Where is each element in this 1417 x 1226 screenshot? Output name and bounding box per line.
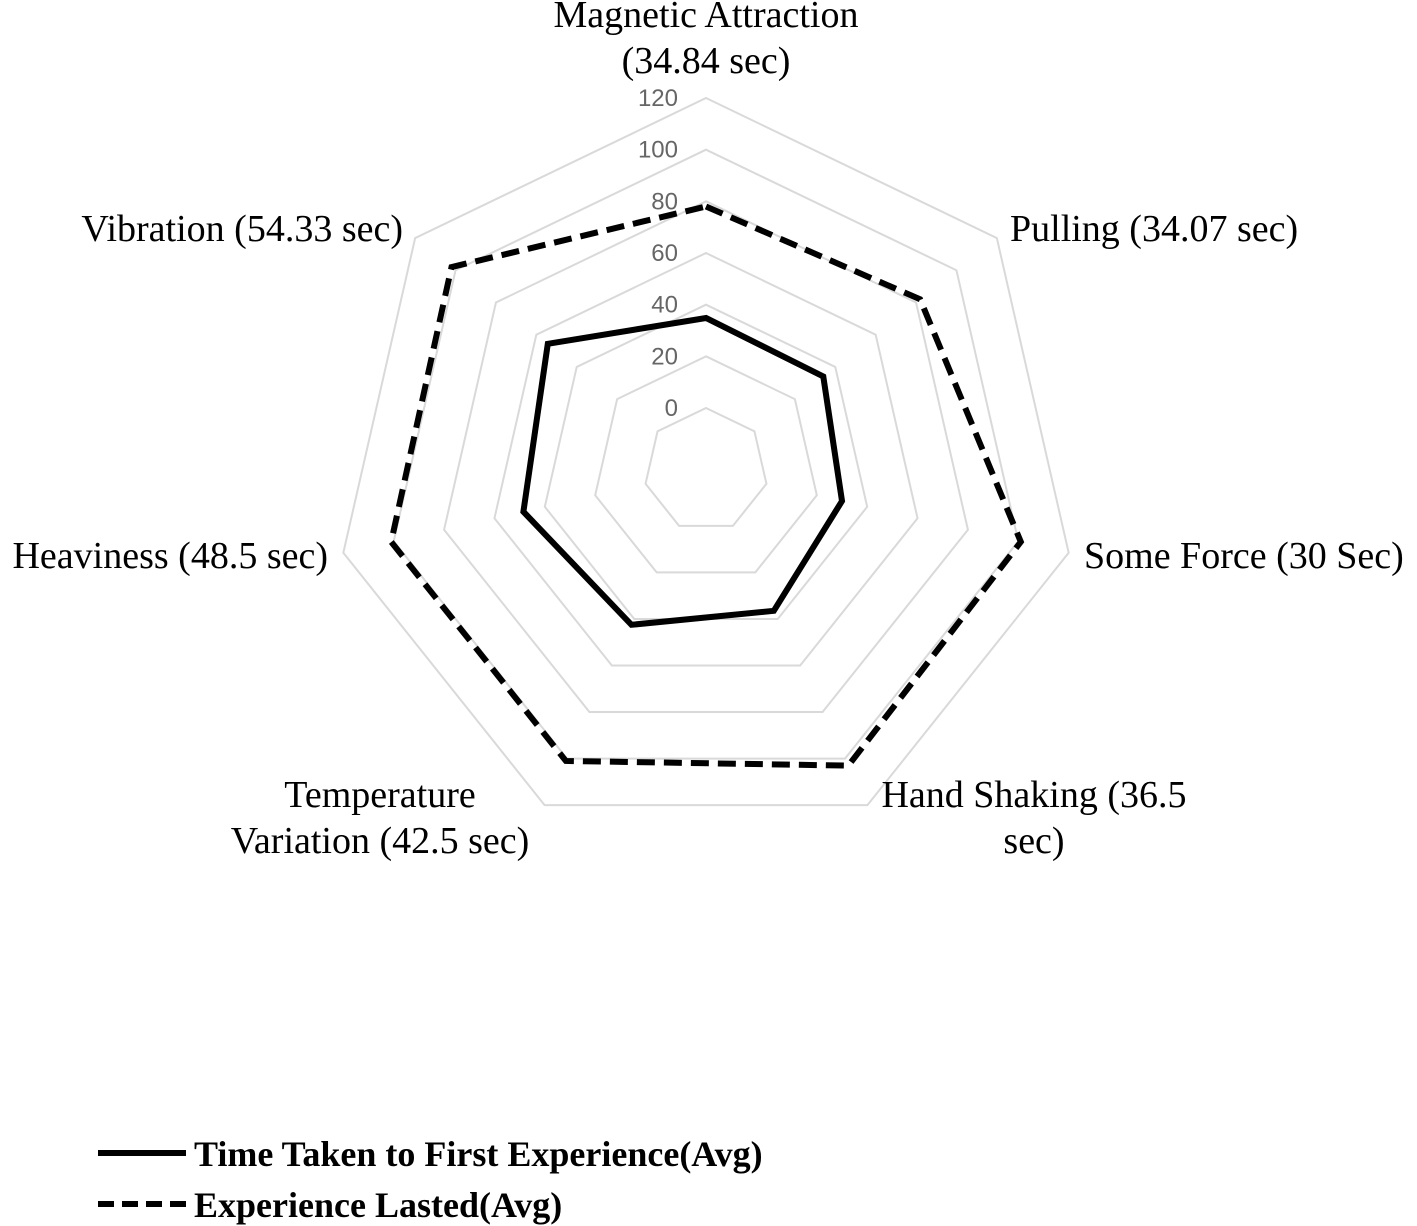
tick-label-120: 120 (637, 85, 678, 112)
grid-ring-0 (646, 408, 767, 526)
category-label-line: Heaviness (48.5 sec) (12, 535, 328, 577)
category-label-line: (34.84 sec) (621, 40, 791, 82)
category-label-line: Pulling (34.07 sec) (1010, 208, 1299, 250)
legend-label-experience-lasted: Experience Lasted(Avg) (194, 1185, 563, 1225)
category-label-line: Temperature (284, 774, 476, 816)
category-label-1 (1010, 208, 1298, 250)
category-label-5 (12, 535, 328, 577)
grid-ring-80 (444, 201, 968, 712)
tick-label-0: 0 (664, 395, 678, 422)
radar-series (391, 206, 1021, 765)
category-label-line: Vibration (54.33 sec) (81, 208, 403, 250)
category-label-0 (554, 0, 859, 82)
tick-label-40: 40 (651, 291, 678, 319)
category-labels (12, 0, 1403, 862)
radar-grid (343, 98, 1068, 805)
category-label-4 (231, 774, 530, 862)
category-label-line: Hand Shaking (36.5 (881, 774, 1187, 816)
legend (98, 1134, 763, 1225)
radial-ticks (638, 85, 678, 422)
tick-label-100: 100 (637, 136, 678, 164)
series-line-first-experience (523, 318, 842, 625)
tick-label-80: 80 (651, 188, 678, 216)
category-label-6 (81, 208, 403, 250)
category-label-line: sec) (1003, 820, 1065, 862)
category-label-line: Variation (42.5 sec) (230, 820, 530, 862)
grid-ring-60 (494, 253, 917, 666)
tick-label-60: 60 (651, 240, 678, 267)
category-label-line: Some Force (30 Sec) (1084, 535, 1404, 577)
category-label-3 (881, 774, 1186, 862)
category-label-2 (1084, 535, 1404, 577)
legend-label-first-experience: Time Taken to First Experience(Avg) (194, 1134, 763, 1174)
grid-ring-120 (343, 98, 1068, 805)
tick-label-20: 20 (651, 343, 678, 371)
grid-ring-20 (595, 356, 817, 572)
series-line-experience-lasted (391, 207, 1021, 766)
category-label-line: Magnetic Attraction (553, 0, 859, 36)
